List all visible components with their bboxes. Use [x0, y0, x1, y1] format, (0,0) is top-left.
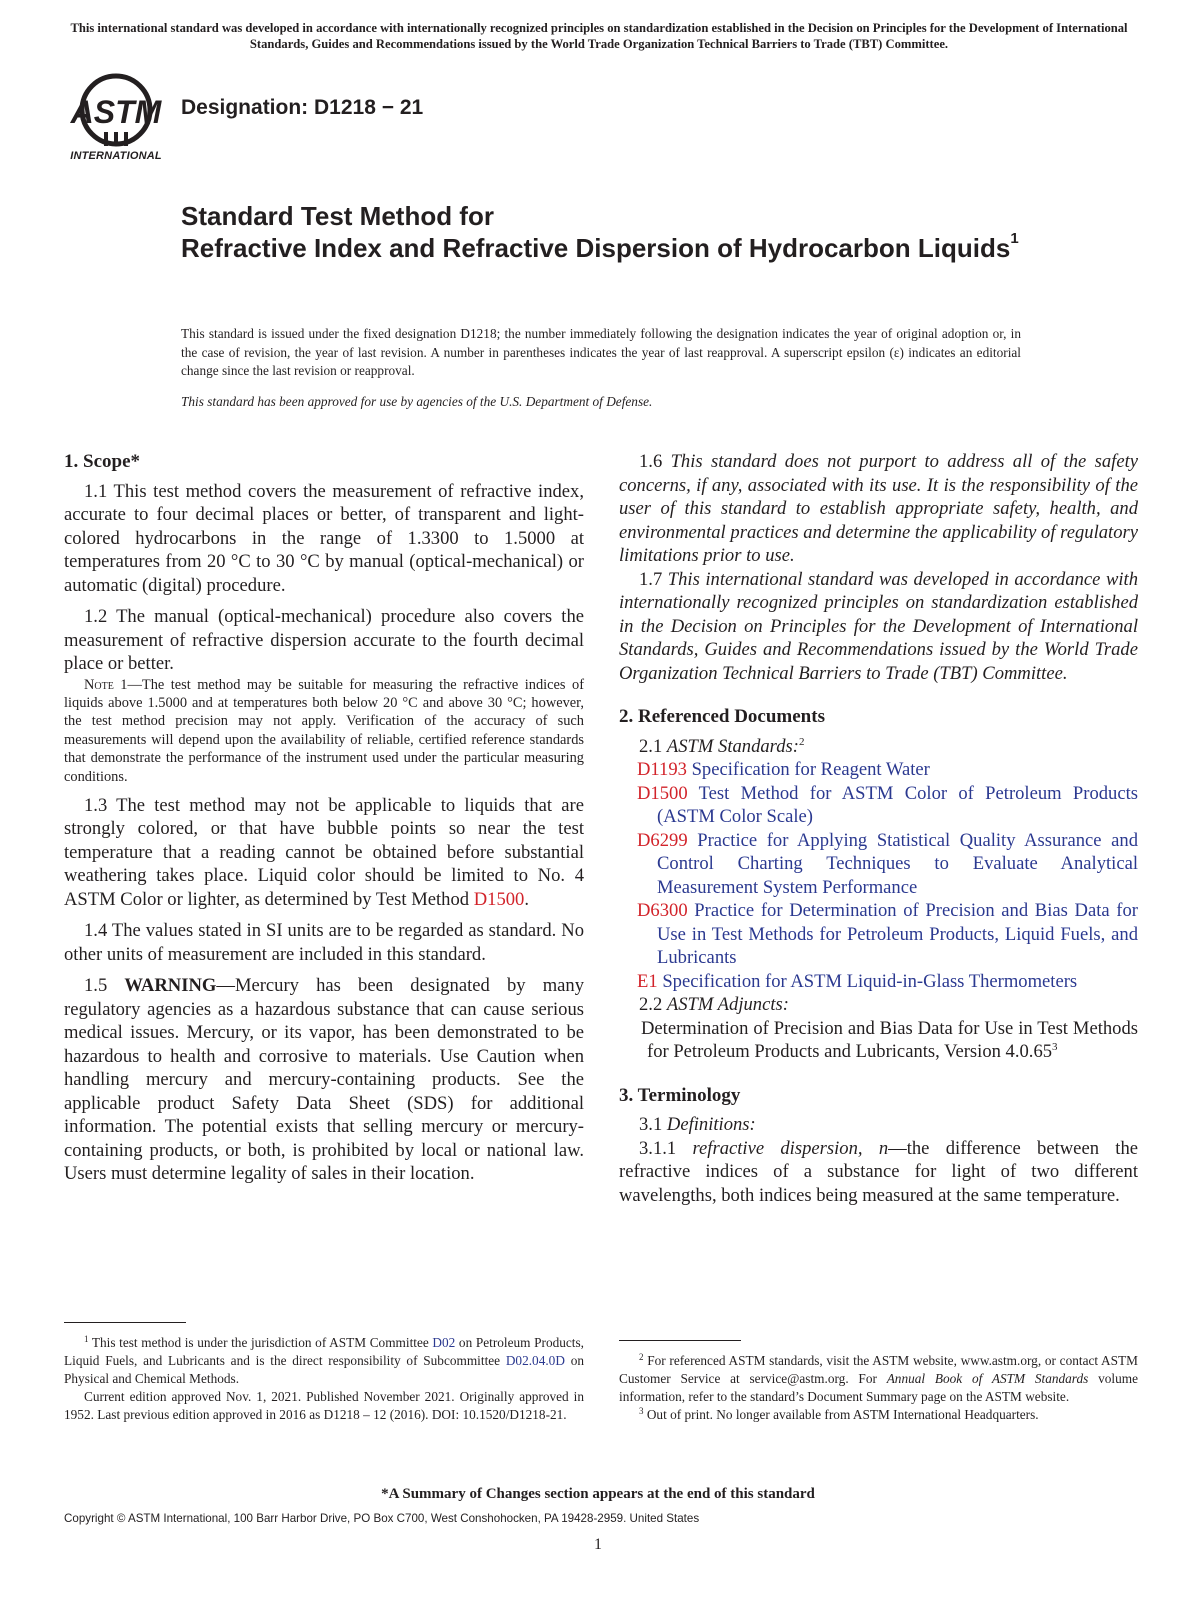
footnote-rule-right	[619, 1340, 741, 1341]
para-1-7	[619, 568, 1138, 686]
astm-logo	[64, 70, 168, 164]
footnote-1-text-a: This test method is under the jurisdiction of ASTM Committee	[88, 1335, 433, 1350]
title-footnote-ref: 1	[1010, 230, 1019, 247]
title-main: Refractive Index and Refractive Dispersion of Hydrocarbon Liquids	[181, 233, 1011, 263]
astm-logo-mark: ASTM	[70, 94, 162, 130]
adjunct-text: Determination of Precision and Bias Data for Use in Test Methods for Petroleum Products and Lubricants, Version 4.0.65	[641, 1017, 1138, 1062]
reference-item	[619, 899, 1138, 970]
footnote-3-num: 3	[639, 1406, 644, 1416]
ref-title[interactable]: Specification for ASTM Liquid-in-Glass Thermometers	[662, 970, 1078, 992]
footnote-3-text: Out of print. No longer available from ASTM International Headquarters.	[643, 1407, 1039, 1422]
para-1-3-end: .	[524, 888, 529, 910]
para-1-5-num: 1.5	[84, 975, 125, 997]
logo-wordmark: INTERNATIONAL	[70, 150, 162, 162]
footnote-1-text-c: on Physical and Chemical Methods.	[64, 1353, 584, 1386]
footnote-rule-left	[64, 1322, 186, 1323]
para-1-1: 1.1 This test method covers the measurement of refractive index, accurate to four decimal places or better, of transparent and light-colored hydrocarbons in the range of 1.3300 to 1.5000 at temperatures from 20 °C to 30 °C by manual (optical-mechanical) or automatic (digital) procedure.	[64, 480, 584, 596]
footnote-1-text-b: on Petroleum Products, Liquid Fuels, and Lubricants and is the direct responsibility of Subcommittee	[64, 1335, 584, 1368]
footnote-2-text-b: volume information, refer to the standard’s Document Summary page on the ASTM website.	[619, 1371, 1138, 1404]
footnotes-right	[619, 1352, 1138, 1424]
note-1	[64, 676, 584, 786]
note-1-label: Note 1	[84, 676, 128, 693]
footnotes-left	[64, 1334, 584, 1424]
link-d02[interactable]: D02	[432, 1335, 456, 1350]
ref-title[interactable]: Practice for Applying Statistical Quality Assurance and Control Charting Techniques to Evaluate Analytical Measurement System Performance	[657, 829, 1138, 898]
reference-item	[619, 970, 1138, 994]
issued-notice: This standard is issued under the fixed designation D1218; the number immediately following the designation indicates the year of original adoption or, in the case of revision, the year of last revision. A number in parentheses indicates the year of last reapproval. A superscript epsilon (ε) indicates an editorial change since the last revision or reapproval.	[181, 326, 1021, 378]
link-d02-04-0d[interactable]: D02.04.0D	[505, 1353, 565, 1368]
ref-code[interactable]: D6300	[637, 900, 688, 921]
def-num: 3.1.1	[639, 1137, 693, 1159]
para-1-4: 1.4 The values stated in SI units are to be regarded as standard. No other units of measurement are included in this standard.	[64, 920, 584, 965]
footnote-1	[64, 1334, 584, 1388]
para-1-6-num: 1.6	[639, 451, 671, 472]
page-number: 1	[594, 1536, 602, 1553]
ref-title[interactable]: Test Method for ASTM Color of Petroleum Products (ASTM Color Scale)	[657, 782, 1138, 827]
ref-code[interactable]: D1500	[637, 782, 688, 804]
section-2-heading: 2. Referenced Documents	[619, 706, 825, 727]
ref-title[interactable]: Specification for Reagent Water	[691, 759, 930, 780]
ref-code[interactable]: D6299	[637, 829, 688, 851]
def-term: refractive dispersion, n	[692, 1137, 889, 1159]
sub-2-1	[619, 735, 1138, 759]
reference-list	[619, 758, 1138, 993]
footnote-1-edition: Current edition approved Nov. 1, 2021. Published November 2021. Originally approved in 1952. Last previous edition approved in 2016 as D1218 – 12 (2016). DOI: 10.1520/D1218-21.	[64, 1389, 584, 1422]
para-1-2: 1.2 The manual (optical-mechanical) procedure also covers the measurement of refractive dispersion accurate to the fourth decimal place or better.	[64, 606, 584, 674]
designation: Designation: D1218 − 21	[181, 96, 424, 119]
summary-notice: *A Summary of Changes section appears at the end of this standard	[381, 1486, 815, 1502]
section-3-heading: 3. Terminology	[619, 1084, 741, 1106]
footnote-1-num: 1	[84, 1334, 89, 1344]
adjunct-item	[619, 1017, 1138, 1064]
left-column	[64, 450, 584, 1186]
sub-3-1-text: Definitions:	[666, 1114, 756, 1135]
reference-item	[619, 782, 1138, 829]
document-title	[181, 200, 1061, 264]
sub-3-1-num: 3.1	[639, 1114, 667, 1135]
footnote-2	[619, 1352, 1138, 1406]
copyright: Copyright © ASTM International, 100 Barr Harbor Drive, PO Box C700, West Conshohocken, PA 19428-2959. United States	[64, 1512, 700, 1525]
astm-logo-icon	[64, 70, 168, 150]
def-3-1-1	[619, 1137, 1138, 1208]
sub-2-2	[619, 993, 1138, 1017]
right-column	[619, 450, 1138, 1207]
dod-notice: This standard has been approved for use by agencies of the U.S. Department of Defense.	[181, 394, 653, 409]
adjunct-footnote-ref: 3	[1052, 1041, 1058, 1053]
note-1-text: —The test method may be suitable for measuring the refractive indices of liquids above 1.5000 and at temperatures both below 20 °C and above 30 °C; however, the test method precision may not apply. Verification of the accuracy of such measurements will depend upon the availability of reliable, certified reference standards that demonstrate the performance of the instrument used under the particular measuring conditions.	[64, 676, 585, 785]
footnote-2-text-a: For referenced ASTM standards, visit the ASTM website, www.astm.org, or contact ASTM Customer Service at service@astm.org. For	[619, 1353, 1138, 1386]
ref-title[interactable]: Practice for Determination of Precision and Bias Data for Use in Test Methods for Petroleum Products, Liquid Fuels, and Lubricants	[657, 900, 1138, 968]
sub-2-1-text: ASTM Standards:	[666, 735, 799, 757]
ref-code[interactable]: D1193	[637, 759, 687, 780]
warning-label: WARNING	[124, 975, 217, 997]
title-line-2	[181, 232, 1061, 264]
link-d1500[interactable]: D1500	[473, 888, 525, 910]
def-text: —the difference between the refractive indices of a substance for light of two different wavelengths, both indices being measured at the same temperature.	[619, 1137, 1139, 1206]
para-1-7-text: This international standard was developed in accordance with internationally recognized principles on standardization established in the Decision on Principles for the Development of International Standards, Guides and Recommendations issued by the World Trade Organization Technical Barriers to Trade (TBT) Committee.	[619, 568, 1139, 684]
footnote-3	[619, 1406, 1138, 1424]
sub-2-1-footnote-ref: 2	[798, 735, 805, 748]
footnote-2-num: 2	[639, 1352, 644, 1362]
footnote-2-italic: Annual Book of ASTM Standards	[886, 1371, 1089, 1386]
sub-3-1	[619, 1113, 1138, 1137]
top-notice: This international standard was developed in accordance with internationally recognized principles on standardization established in the Decision on Principles for the Development of International Standards, Guides and Recommendations issued by the World Trade Organization Technical Barriers to Trade (TBT) Committee.	[70, 21, 1128, 51]
para-1-6-text: This standard does not purport to address all of the safety concerns, if any, associated with its use. It is the responsibility of the user of this standard to establish appropriate safety, health, and environmental practices and determine the applicability of regulatory limitations prior to use.	[619, 451, 1138, 566]
ref-code[interactable]: E1	[637, 970, 658, 992]
sub-2-2-text: ASTM Adjuncts:	[666, 994, 789, 1015]
para-1-3	[64, 794, 584, 912]
sub-2-1-num: 2.1	[639, 735, 667, 757]
para-1-5-text: —Mercury has been designated by many regulatory agencies as a hazardous substance that can cause serious medical issues. Mercury, or its vapor, has been demonstrated to be hazardous to health and corrosive to materials. Use Caution when handling mercury and mercury-containing products. See the applicable product Safety Data Sheet (SDS) for additional information. The potential exists that selling mercury or mercury-containing products, or both, is prohibited by local or national law. Users must determine legality of sales in their location.	[64, 975, 584, 1185]
reference-item	[619, 758, 1138, 782]
para-1-3-text: 1.3 The test method may not be applicable to liquids that are strongly colored, or that have bubble points so near the test temperature that a reading cannot be obtained before substantial weathering takes place. Liquid color should be limited to No. 4 ASTM Color or lighter, as determined by Test Method	[64, 794, 584, 910]
para-1-6	[619, 450, 1138, 568]
title-line-1: Standard Test Method for	[181, 201, 494, 231]
para-1-7-num: 1.7	[639, 568, 668, 590]
reference-item	[619, 829, 1138, 900]
para-1-5	[64, 974, 584, 1186]
section-1-heading: 1. Scope*	[64, 451, 140, 472]
sub-2-2-num: 2.2	[639, 994, 667, 1015]
